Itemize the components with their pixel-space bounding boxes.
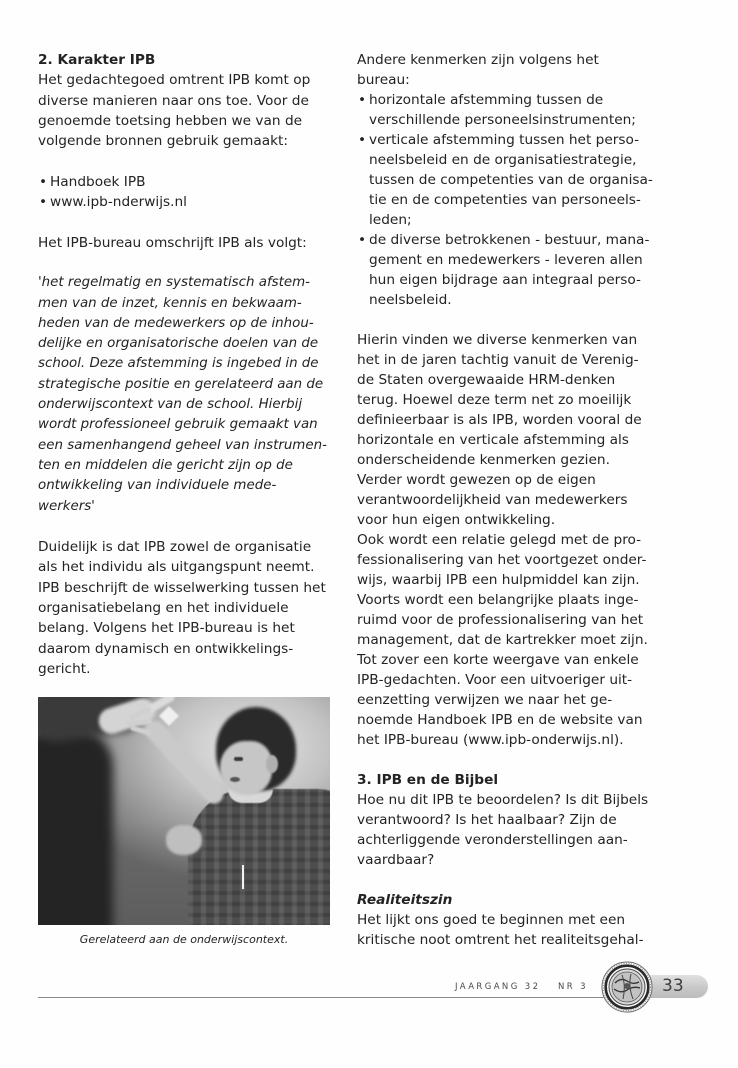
intro-paragraph [38, 70, 327, 151]
subheading: Realiteitszin [357, 892, 453, 908]
text-line: definieerbaar is als IPB, worden vooral de [357, 412, 642, 428]
text-line: wijs, waarbij IPB een hulpmiddel kan zijn. [357, 572, 640, 588]
list-item [357, 90, 653, 130]
photo-child-arm [141, 717, 227, 807]
volume-label: JAARGANG 32 [455, 982, 541, 992]
photo-adult-silhouette [38, 727, 113, 925]
list-item-text [369, 230, 653, 310]
left-column [38, 50, 327, 679]
text-line: management, dat de kartrekker moet zijn. [357, 632, 648, 648]
photo-held-object [159, 706, 179, 726]
paragraph-gap [38, 253, 327, 273]
circular-emblem-icon [601, 961, 653, 1013]
section-heading: 2. Karakter IPB [38, 52, 156, 68]
text-line: diverse manieren naar ons toe. Voor de [38, 92, 309, 109]
section-heading: 3. IPB en de Bijbel [357, 772, 499, 788]
text-line: Het lijkt ons goed te beginnen met een [357, 912, 626, 928]
text-line: men van de inzet, kennis en bekwaam- [38, 295, 302, 311]
text-line: voor hun eigen ontwikkeling. [357, 512, 556, 528]
text-line: onderwijscontext van de school. Hierbij [38, 397, 303, 413]
text-line: Tot zover een korte weergave van enkele [357, 652, 639, 668]
list-item-text [369, 90, 653, 130]
paragraph-gap [38, 517, 327, 537]
text-line: organisatiebelang en het individuele [38, 600, 289, 617]
text-line: kritische noot omtrent het realiteitsgehal- [357, 932, 644, 948]
text-line: een samenhangend geheel van instrumen- [38, 437, 327, 453]
text-line: gericht. [38, 660, 91, 677]
text-line: noemde Handboek IPB en de website van [357, 712, 643, 728]
text-line: delijke en organisatorische doelen van de [38, 336, 319, 352]
definition-quote [38, 273, 327, 517]
list-item-text [50, 192, 327, 212]
photo-child-mouth [230, 777, 240, 782]
list-item [38, 172, 327, 192]
list-item-text [50, 172, 327, 192]
text-line: IPB beschrijft de wisselwerking tussen het [38, 579, 326, 596]
text-line: verschillende personeelsinstrumenten; [369, 112, 636, 128]
features-intro-paragraph [357, 50, 653, 90]
text-line: Voorts wordt een belangrijke plaats inge- [357, 592, 639, 608]
bullet-icon: • [358, 232, 367, 248]
text-line: Ook wordt een relatie gelegd met de pro- [357, 532, 642, 548]
text-line: strategische positie en gerelateerd aan de [38, 376, 324, 392]
photo-child-eye [234, 757, 243, 761]
text-line: terug. Hoewel deze term net zo moeilijk [357, 392, 632, 408]
text-line: ten en middelen die gericht zijn op de [38, 457, 293, 473]
text-line: volgende bronnen gebruik gemaakt: [38, 133, 289, 150]
section-paragraph [357, 790, 653, 870]
text-line: fessionalisering van het voortgezet onder- [357, 552, 647, 568]
text-line: neelsbeleid. [369, 292, 452, 308]
text-line: tie en de competenties van personeels- [369, 192, 641, 208]
conclusion-paragraph [38, 537, 327, 679]
list-item [357, 130, 653, 230]
text-line: vaardbaar? [357, 852, 435, 868]
text-line: Hoe nu dit IPB te beoordelen? Is dit Bijbels [357, 792, 649, 808]
text-line: verticale afstemming tussen het perso- [369, 132, 640, 148]
text-line: school. Deze afstemming is ingebed in de [38, 356, 319, 372]
photo-caption: Gerelateerd aan de onderwijscontext. [79, 933, 289, 946]
text-line: Verder wordt gewezen op de eigen [357, 472, 596, 488]
subheading-paragraph [357, 910, 653, 950]
text-line: heden van de medewerkers op de inhou- [38, 315, 314, 331]
text-line: horizontale afstemming tussen de [369, 92, 604, 108]
text-line: www.ipb-nderwijs.nl [50, 194, 187, 211]
photo-child-reaching [38, 697, 330, 925]
text-line: wordt professioneel gebruik gemaakt van [38, 417, 318, 433]
photo-child-face [220, 741, 272, 795]
text-line: het in de jaren tachtig vanuit de Verenig- [357, 352, 639, 368]
text-line: tussen de competenties van de organisa- [369, 172, 653, 188]
paragraph-gap [38, 212, 327, 232]
text-line: leden; [369, 212, 412, 228]
text-line: Hierin vinden we diverse kenmerken van [357, 332, 638, 348]
photo-highlight [242, 865, 244, 889]
list-item [38, 192, 327, 212]
bullet-icon: • [358, 132, 367, 148]
paragraph-gap [357, 750, 653, 770]
bullet-icon: • [39, 194, 48, 211]
text-line: genoemde toetsing hebben we van de [38, 112, 303, 129]
text-line: Handboek IPB [50, 173, 146, 190]
footer-rule [38, 997, 604, 998]
right-column [357, 50, 653, 950]
text-line: daarom dynamisch en ontwikkelings- [38, 640, 294, 657]
text-line: de diverse betrokkenen - bestuur, mana- [369, 232, 650, 248]
text-line: onderscheidende kenmerken gezien. [357, 452, 610, 468]
text-line: verantwoordelijkheid van medewerkers [357, 492, 628, 508]
text-line: 'het regelmatig en systematisch afstem- [38, 275, 311, 291]
text-line: ontwikkeling van individuele mede- [38, 478, 277, 494]
text-line: verantwoord? Is het haalbaar? Zijn de [357, 812, 617, 828]
text-line: Duidelijk is dat IPB zowel de organisatie [38, 539, 312, 556]
text-line: als het individu als uitgangspunt neemt. [38, 559, 315, 576]
paragraph-gap [357, 870, 653, 890]
text-line: neelsbeleid en de organisatiestrategie, [369, 152, 637, 168]
text-line: het IPB-bureau (www.ipb-onderwijs.nl). [357, 732, 624, 748]
text-line: hun eigen bijdrage aan integraal perso- [369, 272, 641, 288]
photo-child-ear [266, 755, 278, 773]
text-line: ruimd voor de professionalisering van het [357, 612, 644, 628]
photo-child-other-hand [166, 825, 202, 855]
text-line: de Staten overgewaaide HRM-denken [357, 372, 616, 388]
text-line: achterliggende veronderstellingen aan- [357, 832, 628, 848]
list-item-text [369, 130, 653, 230]
paragraph-gap [38, 151, 327, 171]
bullet-icon: • [39, 173, 48, 190]
text-line: IPB-gedachten. Voor een uitvoeriger uit- [357, 672, 633, 688]
paragraph-gap [357, 310, 653, 330]
analysis-paragraph [357, 330, 653, 750]
bullet-icon: • [358, 92, 367, 108]
text-line: Het IPB-bureau omschrijft IPB als volgt: [38, 234, 307, 251]
text-line: bureau: [357, 72, 410, 88]
text-line: Andere kenmerken zijn volgens het [357, 52, 599, 68]
issue-label: NR 3 [558, 982, 588, 992]
text-line: werkers' [38, 498, 95, 514]
photo-child-shirt [188, 789, 330, 925]
text-line: horizontale en verticale afstemming als [357, 432, 629, 448]
quote-intro-paragraph [38, 233, 327, 253]
text-line: Het gedachtegoed omtrent IPB komt op [38, 72, 311, 89]
page-number: 33 [662, 976, 684, 996]
text-line: gement en medewerkers - leveren allen [369, 252, 643, 268]
text-line: belang. Volgens het IPB-bureau is het [38, 620, 295, 637]
text-line: eenzetting verwijzen we naar het ge- [357, 692, 613, 708]
list-item [357, 230, 653, 310]
